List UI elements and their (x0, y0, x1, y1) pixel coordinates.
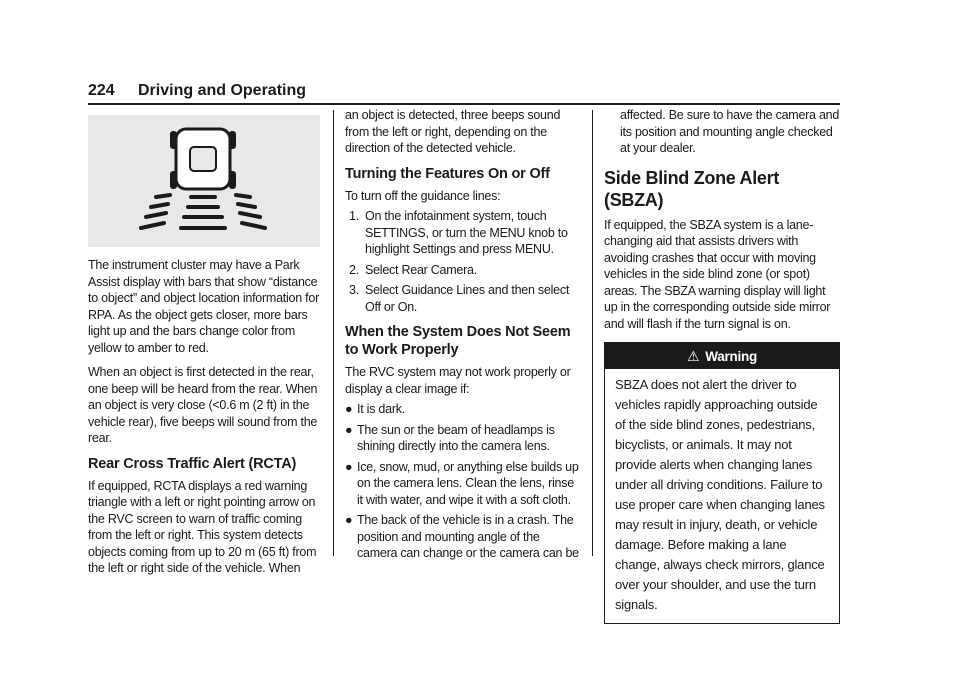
list-item (345, 512, 581, 562)
section-title: Driving and Operating (138, 82, 307, 99)
page-number: 224 (88, 82, 115, 99)
list-item (345, 282, 581, 315)
wheel-front-right (229, 131, 236, 149)
bullet-text: It is dark. (357, 402, 405, 416)
wheel-rear-right (229, 171, 236, 189)
paragraph: To turn off the guidance lines: (345, 188, 501, 203)
list-item (345, 401, 581, 418)
column-3 (604, 107, 840, 624)
page-header (88, 82, 840, 104)
warning-triangle-icon: ⚠ (686, 348, 700, 364)
sensor-bars (141, 195, 265, 228)
car-window (190, 147, 216, 171)
heading-turning-features: Turning the Features On or Off (345, 165, 550, 182)
park-assist-car-icon (88, 115, 320, 247)
paragraph: When an object is first detected in the rear, one beep will be heard from the rear. When an object is very close (<0.6 m (2 ft) in the vehicle rear), five beeps will sound from the rear. (88, 365, 318, 445)
heading-sbza: Side Blind Zone Alert (SBZA) (604, 167, 780, 210)
list-item (345, 459, 581, 509)
steps-list (345, 208, 581, 315)
paragraph: If equipped, RCTA displays a red warning triangle with a left or right pointing arrow on the RVC screen to warn of traffic coming from the left or right. This system detects objects coming from up to 20 m (65 ft) from the left or right side of the vehicle. When (88, 478, 317, 575)
warning-box (604, 342, 840, 624)
paragraph: The RVC system may not work properly or display a clear image if: (345, 365, 571, 396)
paragraph: The instrument cluster may have a Park Assist display with bars that show “distance to object” and object location information for RPA. As the object gets closer, more bars light up and the bars change color from yellow to amber to red. (88, 258, 319, 355)
bullet-text: The sun or the beam of headlamps is shining directly into the camera lens. (357, 422, 555, 453)
step-text: On the infotainment system, touch SETTINGS, or turn the MENU knob to highlight Settings and press MENU. (365, 209, 568, 256)
step-number: 1. (349, 209, 359, 223)
header-rule (88, 103, 840, 105)
paragraph: affected. Be sure to have the camera and its position and mounting angle checked at your dealer. (620, 108, 840, 155)
heading-not-working: When the System Does Not Seem to Work Properly (345, 324, 571, 358)
paragraph: an object is detected, three beeps sound from the left or right, depending on the direction of the detected vehicle. (345, 108, 561, 155)
heading-rcta: Rear Cross Traffic Alert (RCTA) (88, 455, 297, 472)
step-number: 3. (349, 283, 359, 297)
warning-title: Warning (705, 349, 758, 364)
bullet-icon: ● (345, 459, 353, 474)
wheel-front-left (170, 131, 177, 149)
paragraph: If equipped, the SBZA system is a lane-changing aid that assists drivers with avoiding crashes that occur with moving vehicles in the side blind zone (or spot) areas. The SBZA warning display will light up in the corresponding outside side mirror and will flash if the turn signal is on. (604, 217, 831, 331)
wheel-rear-left (170, 171, 177, 189)
bullet-text: Ice, snow, mud, or anything else builds up on the camera lens. Clean the lens, rinse it with water, and wipe it with a soft cloth. (357, 459, 579, 507)
step-number: 2. (349, 262, 359, 277)
bullet-icon: ● (345, 422, 353, 437)
step-text: Select Guidance Lines and then select Off or On. (365, 283, 570, 314)
list-item (345, 262, 581, 279)
column-divider-1 (333, 110, 334, 556)
bullet-text: The back of the vehicle is in a crash. The position and mounting angle of the camera can change or the camera can be (357, 513, 579, 560)
column-1 (88, 115, 320, 585)
column-2 (345, 107, 581, 570)
bullet-icon: ● (345, 513, 353, 527)
warning-text: SBZA does not alert the driver to vehicles rapidly approaching outside of the side blind zones, pedestrians, bicyclists, or animals. It may not provide alerts when changing lanes under all driving conditions. Failure to use proper care when changing lanes may result in injury, death, or vehicle damage. Before making a lane change, always check mirrors, glance over your shoulder, and use the turn signals. (615, 377, 825, 612)
list-item (345, 422, 581, 455)
step-text: Select Rear Camera. (365, 262, 477, 277)
list-item (345, 208, 581, 258)
bullet-icon: ● (345, 402, 353, 416)
park-assist-figure (88, 115, 320, 247)
column-divider-2 (592, 110, 593, 556)
warning-header (605, 343, 839, 369)
conditions-list (345, 401, 581, 562)
